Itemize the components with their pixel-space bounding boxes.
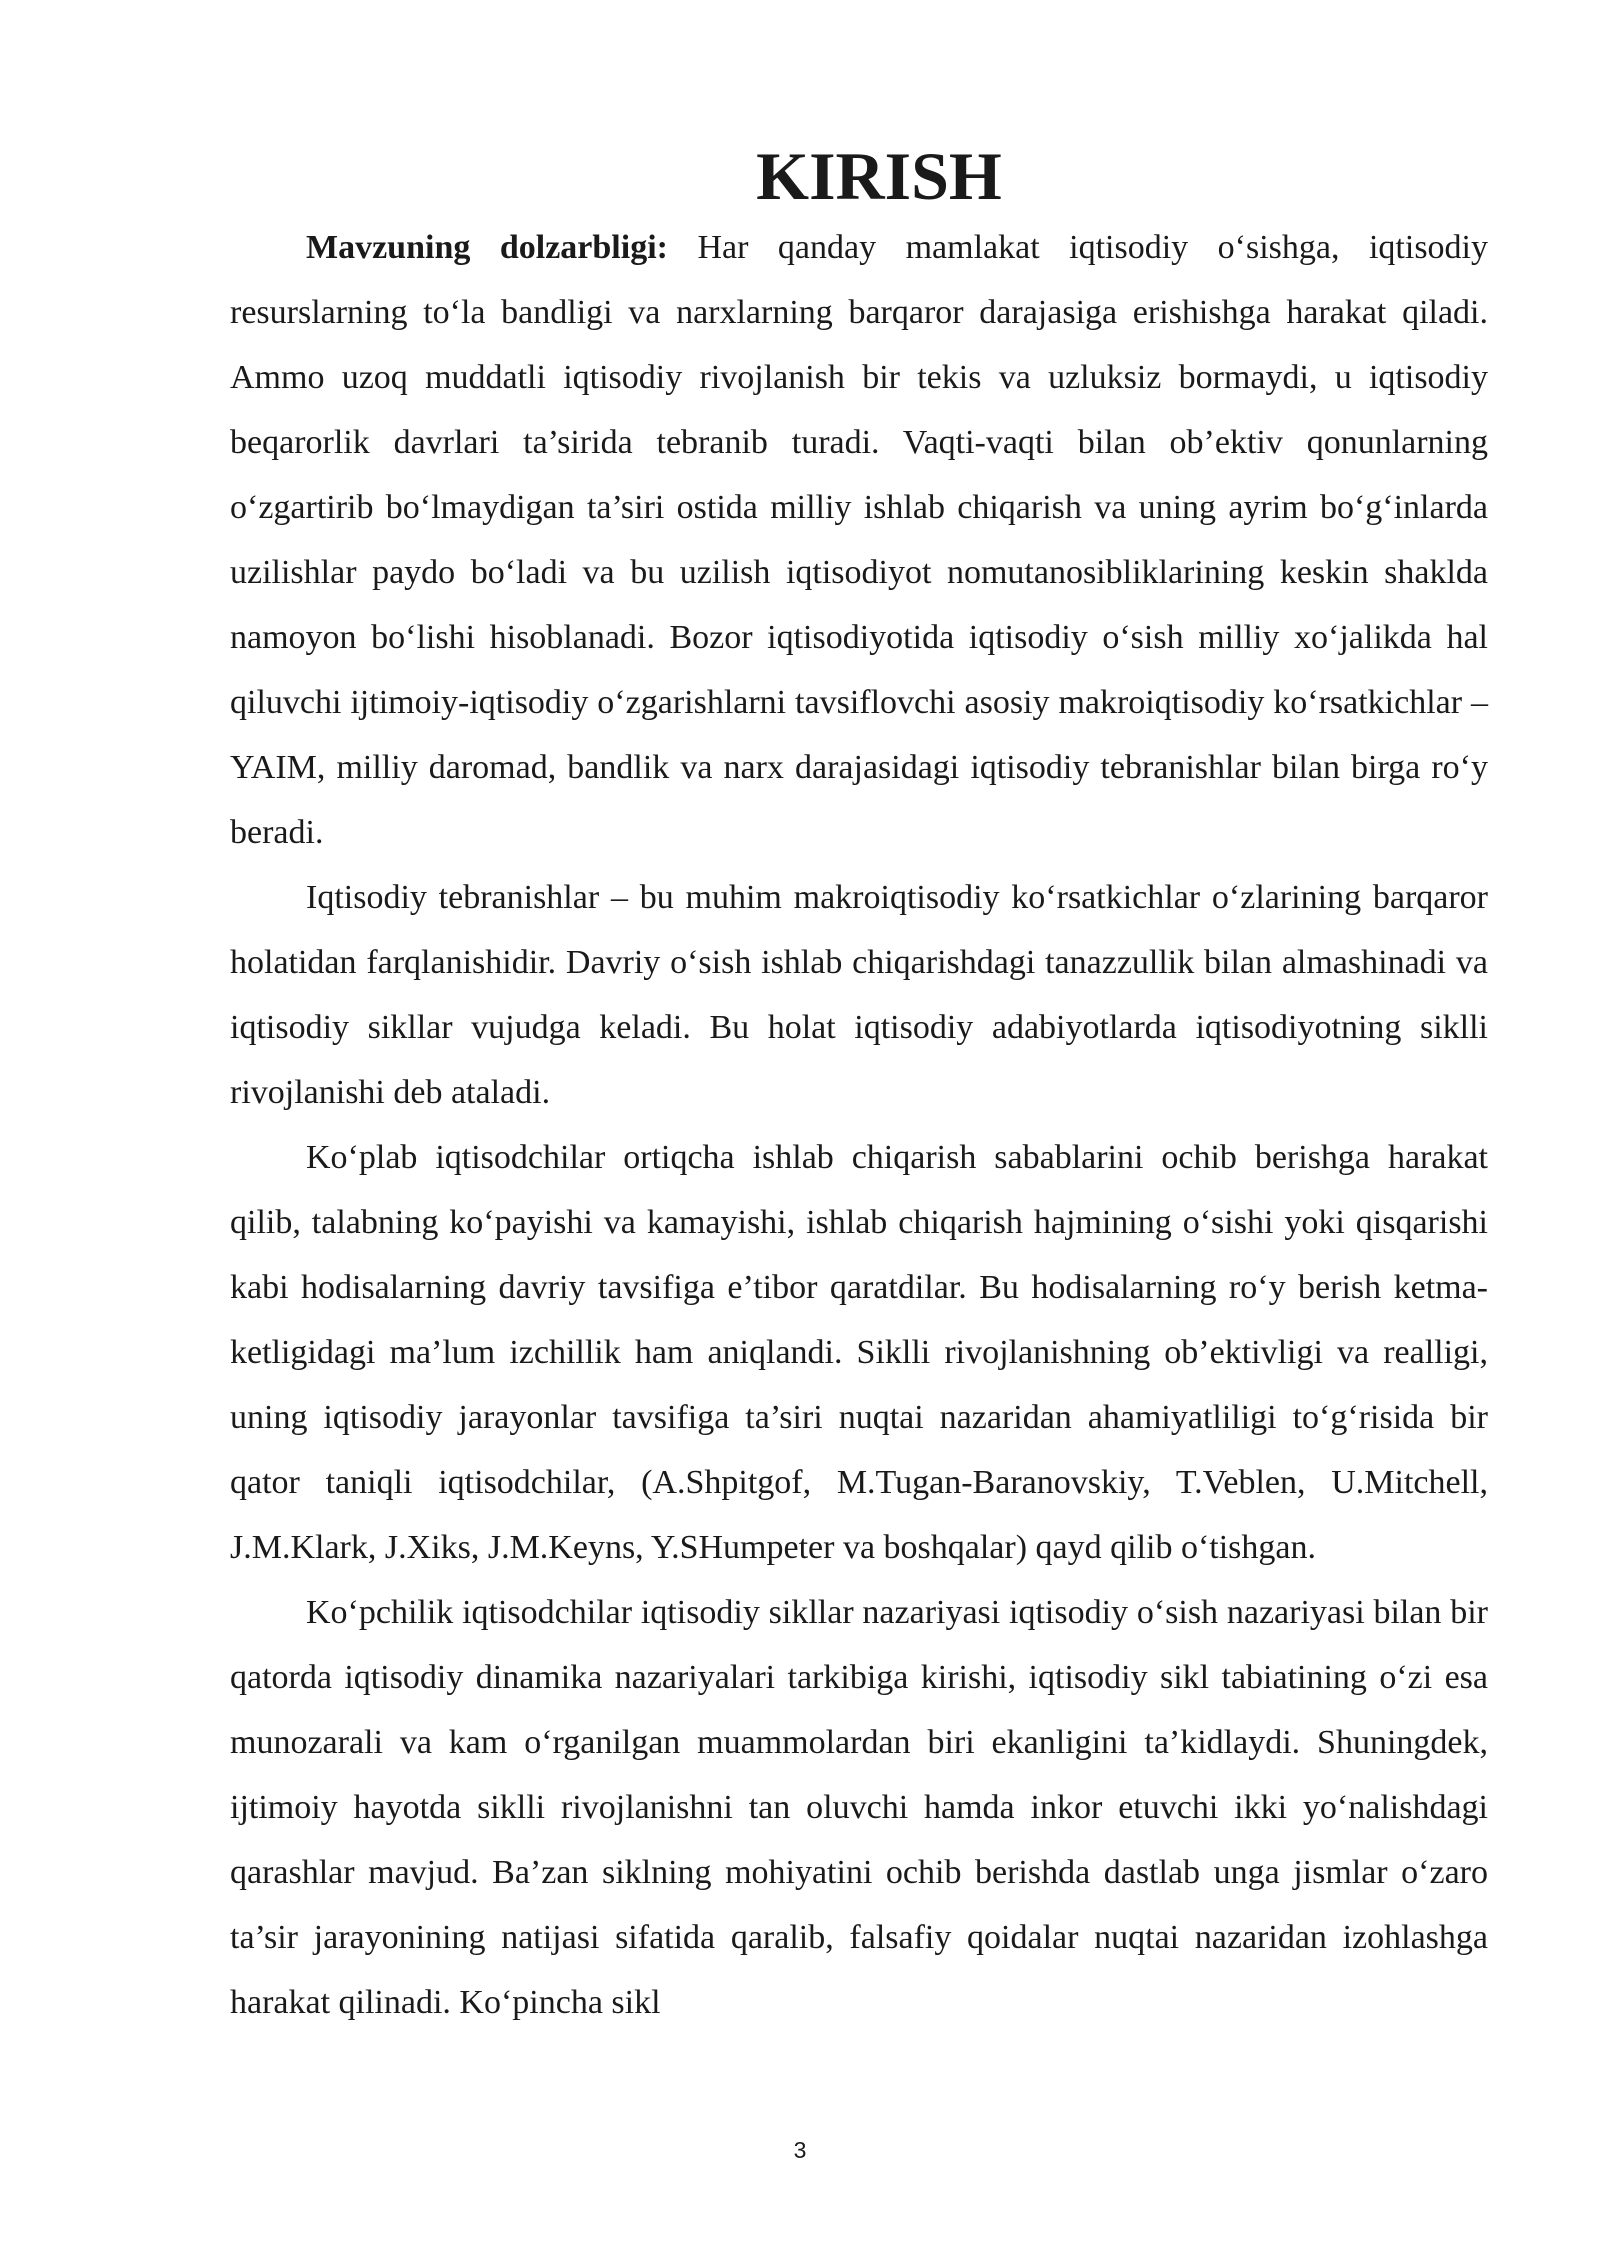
page-number: 3 bbox=[793, 2137, 807, 2163]
page-heading: KIRISH bbox=[756, 138, 1002, 214]
paragraph-cycle-theory bbox=[230, 1580, 1488, 2035]
paragraph-economists bbox=[230, 1125, 1488, 1580]
paragraph-text: Ko‘pchilik iqtisodchilar iqtisodiy sikllar nazariyasi iqtisodiy o‘sish nazariyasi bilan bir qatorda iqtisodiy dinamika nazariyalari tarkibiga kirishi, iqtisodiy sikl tabiatining o‘zi esa munozarali va kam o‘rganilgan muammolardan biri ekanligini ta’kidlaydi. Shuningdek, ijtimoiy hayotda siklli rivojlanishni tan oluvchi hamda inkor etuvchi ikki yo‘nalishdagi qarashlar mavjud. Ba’zan siklning mohiyatini ochib berishda dastlab unga jismlar o‘zaro ta’sir jarayonining natijasi sifatida qaralib, falsafiy qoidalar nuqtai nazaridan izohlashga harakat qilinadi. Ko‘pincha sikl bbox=[230, 1594, 1488, 2021]
paragraph-fluctuations bbox=[230, 865, 1488, 1125]
paragraph-lead: Mavzuning dolzarbligi: bbox=[306, 229, 668, 266]
paragraph-relevance bbox=[230, 215, 1488, 865]
page-content bbox=[230, 138, 1489, 2035]
paragraph-text: Iqtisodiy tebranishlar – bu muhim makroiqtisodiy ko‘rsatkichlar o‘zlarining barqaror holatidan farqlanishidir. Davriy o‘sish ishlab chiqarishdagi tanazzullik bilan almashinadi va iqtisodiy sikllar vujudga keladi. Bu holat iqtisodiy adabiyotlarda iqtisodiyotning siklli rivojlanishi deb ataladi. bbox=[230, 879, 1488, 1111]
paragraph-text: Ko‘plab iqtisodchilar ortiqcha ishlab chiqarish sabablarini ochib berishga harakat qilib, talabning ko‘payishi va kamayishi, ishlab chiqarish hajmining o‘sishi yoki qisqarishi kabi hodisalarning davriy tavsifiga e’tibor qaratdilar. Bu hodisalarning ro‘y berish ketma-ketligidagi ma’lum izchillik ham aniqlandi. Siklli rivojlanishning ob’ektivligi va realligi, uning iqtisodiy jarayonlar tavsifiga ta’siri nuqtai nazaridan ahamiyatliligi to‘g‘risida bir qator taniqli iqtisodchilar, (A.Shpitgof, M.Tugan-Baranovskiy, T.Veblen, U.Mitchell, J.M.Klark, J.Xiks, J.M.Keyns, Y.SHumpeter va boshqalar) qayd qilib o‘tishgan. bbox=[230, 1139, 1488, 1566]
paragraph-text: Har qanday mamlakat iqtisodiy o‘sishga, iqtisodiy resurslarning to‘la bandligi va narxlarning barqaror darajasiga erishishga harakat qiladi. Ammo uzoq muddatli iqtisodiy rivojlanish bir tekis va uzluksiz bormaydi, u iqtisodiy beqarorlik davrlari ta’sirida tebranib turadi. Vaqti-vaqti bilan ob’ektiv qonunlarning o‘zgartirib bo‘lmaydigan ta’siri ostida milliy ishlab chiqarish va uning ayrim bo‘g‘inlarda uzilishlar paydo bo‘ladi va bu uzilish iqtisodiyot nomutanosibliklarining keskin shaklda namoyon bo‘lishi hisoblanadi. Bozor iqtisodiyotida iqtisodiy o‘sish milliy xo‘jalikda hal qiluvchi ijtimoiy-iqtisodiy o‘zgarishlarni tavsiflovchi asosiy makroiqtisodiy ko‘rsatkichlar – YAIM, milliy daromad, bandlik va narx darajasidagi iqtisodiy tebranishlar bilan birga ro‘y beradi. bbox=[230, 229, 1489, 851]
